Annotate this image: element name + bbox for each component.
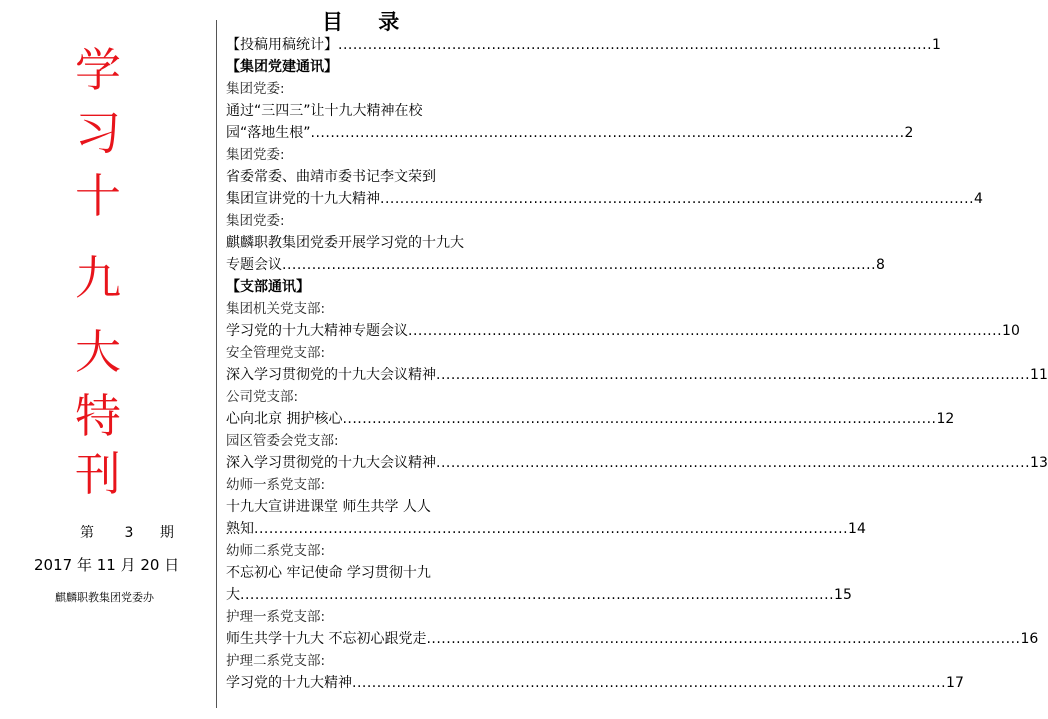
toc-entry[interactable] <box>226 408 955 430</box>
toc-entry[interactable] <box>226 672 964 694</box>
toc-department-label: 安全管理党支部: <box>226 345 326 361</box>
toc-leader-dots: ........................................................................................................................ <box>408 323 1003 339</box>
toc-section-heading: 【集团党建通讯】 <box>226 59 338 75</box>
toc-entry-title: 集团宣讲党的十九大精神 <box>226 191 380 207</box>
toc-leader-dots: ........................................................................................................................ <box>310 125 905 141</box>
toc-page-number: 8 <box>876 257 885 273</box>
toc-entry-title: 园“落地生根” <box>226 125 311 141</box>
toc-leader-dots: ........................................................................................................................ <box>352 675 947 691</box>
toc-page-number: 14 <box>848 521 866 537</box>
toc-department-label: 集团党委: <box>226 81 285 97</box>
toc-department-label: 集团机关党支部: <box>226 301 326 317</box>
toc-page-number: 13 <box>1030 455 1048 471</box>
toc-entry[interactable] <box>226 452 1048 474</box>
toc-entry-line: 十九大宣讲进课堂 师生共学 人人 <box>226 499 431 515</box>
table-of-contents <box>226 34 1048 694</box>
toc-entry[interactable] <box>226 122 914 144</box>
toc-entry-title: 大 <box>226 587 240 603</box>
toc-entry-line: 省委常委、曲靖市委书记李文荣到 <box>226 169 436 185</box>
toc-entry[interactable] <box>226 320 1020 342</box>
toc-department-label: 幼师二系党支部: <box>226 543 326 559</box>
toc-page-number: 2 <box>904 125 914 141</box>
toc-leader-dots: ........................................................................................................................ <box>240 587 835 603</box>
toc-leader-dots: ........................................................................................................................ <box>342 411 937 427</box>
toc-page-number: 4 <box>974 191 983 207</box>
toc-department-label: 园区管委会党支部: <box>226 433 339 449</box>
toc-entry-title: 学习党的十九大精神专题会议 <box>226 323 408 339</box>
toc-entry[interactable] <box>226 628 1039 650</box>
toc-leader-dots: ........................................................................................................................ <box>436 367 1031 383</box>
toc-entry-title: 【投稿用稿统计】 <box>226 37 338 53</box>
cover-title-char: 特 <box>75 389 121 443</box>
toc-entry-line: 不忘初心 牢记使命 学习贯彻十九 <box>226 565 431 581</box>
toc-department-label: 公司党支部: <box>226 389 299 405</box>
toc-entry-line: 通过“三四三”让十九大精神在校 <box>226 103 423 119</box>
toc-page-number: 10 <box>1002 323 1020 339</box>
toc-entry-title: 学习党的十九大精神 <box>226 675 352 691</box>
cover-title-char: 学 <box>75 43 121 97</box>
toc-entry-title: 心向北京 拥护核心 <box>226 411 343 427</box>
cover-title-char: 刊 <box>75 447 121 501</box>
toc-entry[interactable] <box>226 188 983 210</box>
toc-entry-title: 专题会议 <box>226 257 282 273</box>
cover-title-char: 习 <box>75 106 121 160</box>
toc-entry[interactable] <box>226 584 852 606</box>
toc-department-label: 幼师一系党支部: <box>226 477 326 493</box>
toc-page-number: 1 <box>932 37 941 53</box>
toc-entry[interactable] <box>226 364 1048 386</box>
cover-title-char: 大 <box>75 325 121 379</box>
publisher-office: 麒麟职教集团党委办 <box>55 591 154 604</box>
toc-page-number: 11 <box>1030 367 1048 383</box>
toc-leader-dots: ........................................................................................................................ <box>426 631 1021 647</box>
toc-leader-dots: ........................................................................................................................ <box>436 455 1031 471</box>
toc-department-label: 集团党委: <box>226 213 285 229</box>
toc-entry[interactable] <box>226 518 866 540</box>
toc-page-number: 12 <box>936 411 955 427</box>
toc-page-number: 17 <box>946 675 964 691</box>
toc-leader-dots: ........................................................................................................................ <box>338 37 933 53</box>
toc-department-label: 护理二系党支部: <box>226 653 326 669</box>
toc-leader-dots: ........................................................................................................................ <box>254 521 849 537</box>
issue-number: 第 3 期 <box>80 525 176 541</box>
toc-leader-dots: ........................................................................................................................ <box>380 191 975 207</box>
toc-department-label: 集团党委: <box>226 147 285 163</box>
toc-page-number: 16 <box>1020 631 1039 647</box>
issue-date: 2017 年 11 月 20 日 <box>34 556 180 574</box>
toc-entry[interactable] <box>226 254 885 276</box>
toc-department-label: 护理一系党支部: <box>226 609 326 625</box>
toc-entry-title: 师生共学十九大 不忘初心跟党走 <box>226 631 427 647</box>
toc-entry[interactable] <box>226 34 941 56</box>
toc-entry-title: 深入学习贯彻党的十九大会议精神 <box>226 455 436 471</box>
cover-title-char: 九 <box>75 251 121 305</box>
cover-title-char: 十 <box>75 169 121 223</box>
toc-entry-title: 深入学习贯彻党的十九大会议精神 <box>226 367 436 383</box>
column-divider <box>216 20 217 708</box>
toc-entry-title: 熟知 <box>226 521 254 537</box>
toc-page-number: 15 <box>834 587 852 603</box>
toc-entry-line: 麒麟职教集团党委开展学习党的十九大 <box>226 235 464 251</box>
toc-section-heading: 【支部通讯】 <box>226 279 310 295</box>
toc-title: 目 录 <box>322 10 414 34</box>
toc-leader-dots: ........................................................................................................................ <box>282 257 877 273</box>
